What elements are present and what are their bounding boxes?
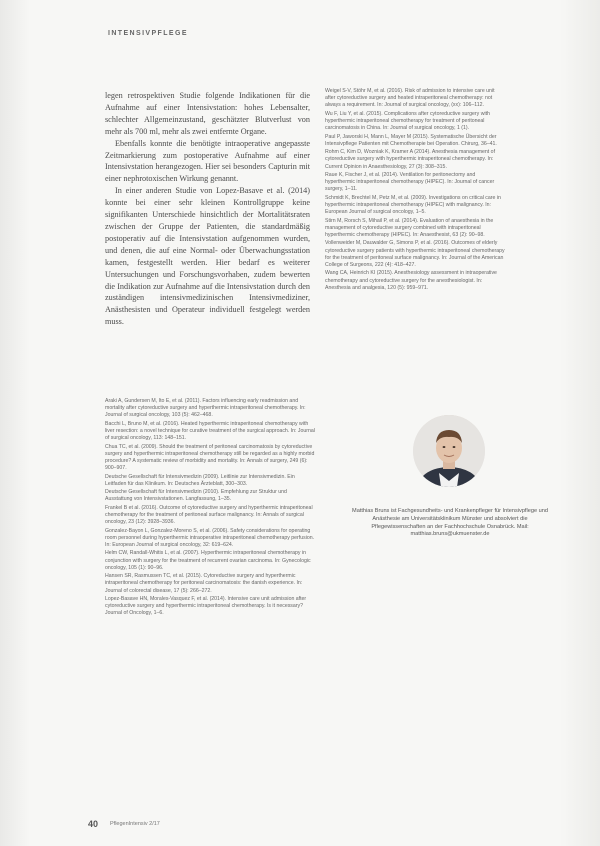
main-text-column [105, 90, 310, 328]
section-header: INTENSIVPFLEGE [108, 30, 188, 37]
author-bio: Matthias Bruns ist Fachgesundheits- und Krankenpfleger für Intensivpflege und Anästhesie am Universitätsklinikum Münster und absolviert die Pflegewissenschaften an der Fachhochschule Osnabrück. Mail: matthias.bruns@ukmuenster.de [352, 508, 548, 538]
paragraph: Ebenfalls konnte die benötigte intraoperative angepasste Zeitmarkierung zum postoperative Aufnahme auf einer Intensivstation herangezogen. Hier sei besonders Capturin mit einer nephrotoxischen Wirkung genannt. [105, 138, 310, 184]
reference-item: Araki A, Gundersen M, Ito E, et al. (2011). Factors influencing early readmission and mortality after cytoreductive surgery and hyperthermic intraperitoneal chemotherapy. In: Journal of surgical oncology, 103 (5): 462–468. [105, 398, 306, 419]
reference-item: Paul P, Jaworski H, Mann L, Mayer M (2015). Systematische Übersicht der Intensivpflege Patienten mit Chemotherapie bei Operation. Chirurg, 36–41. [325, 133, 497, 147]
references-left [105, 398, 315, 619]
reference-item: Weigel S-V, Stöhr M, et al. (2016). Risk of admission to intensive care unit after cytoreductive surgery and heated intraperitoneal chemotherapy: not always a requirement. In: Journal of surgical oncology, (xx): 106–112. [325, 88, 495, 109]
references-right [325, 88, 505, 293]
reference-item: Wu F, Liu Y, et al. (2015). Complications after cytoreductive surgery with hyperthermic intraperitoneal chemotherapy for treatment of peritoneal carcinomatosis in China. In: Journal of surgical oncology, 1 (1). [325, 110, 490, 132]
reference-item: Deutsche Gesellschaft für Intensivmedizin (2010). Empfehlung zur Struktur und Ausstattung von Intensivstationen. Langfassung, 1–35. [105, 489, 287, 503]
reference-item: Deutsche Gesellschaft für Intensivmedizin (2009). Leitlinie zur Intensivmedizin. Ein Leitfaden für das Klinikum. In: Deutsches Ärzteblatt, 300–303. [105, 473, 295, 487]
reference-item: Lopez-Basave HN, Morales-Vasquez F, et al. (2014). Intensive care unit admission after cytoreductive surgery and hyperthermic intraperitoneal chemotherapy. Is it necessary? Journal of Oncology, 1–6. [105, 595, 307, 617]
paragraph: In einer anderen Studie von Lopez-Basave et al. (2014) konnte bei einer sehr kleinen Kontrollgruppe keine signifikanten Unterschiede hinsichtlich der Mortalitätsraten zwischen der Gruppe der Patienten, die standardmäßig postoperativ auf die Intensivstation aufgenommen wurden, und denen, die auf eine Normal- oder Überwachungsstation kamen, festgestellt werden. Hier bedarf es weiterer Untersuchungen und Forschungsvorhaben, zudem bewerten die Indikation zur Aufnahme auf die Intensivstation durch den zuständigen intensivmedizinischen Intensivmediziner, Anästhesisten und Operateur individuell festgelegt werden muss. [105, 186, 310, 327]
page-number: 40 [88, 819, 99, 829]
reference-item: Frankel B et al. (2016). Outcome of cytoreductive surgery and hyperthermic intraperitoneal chemotherapy for the treatment of peritoneal surface malignancy. In: Annals of surgical oncology, 23 (12): 3928–3936. [105, 504, 313, 526]
magazine-name: PflegenIntensiv 2/17 [110, 821, 160, 827]
reference-item: Raue K, Fischer J, et al. (2014). Ventilation for peritonectomy and hyperthermic intraperitoneal chemotherapy (HIPEC). In: Journal of cancer surgery, 1–11. [325, 171, 495, 193]
paragraph: legen retrospektiven Studie folgende Indikationen für die Aufnahme auf einer Intensivstation: hohes Lebensalter, schlechter Allgemeinzustand, geschätzter Blutverlust von mehr als 700 ml, mehr als zwei entfernte Organe. [105, 91, 310, 136]
reference-item: Rohm C, Kim D, Wozniak K, Kramer A (2014). Anesthesia management of cytoreductive surgery with hyperthermic intraperitoneal chemotherapy. In: Current Opinion in Anaesthesiology, 27 (3): 308–315. [325, 149, 496, 170]
author-photo [413, 415, 485, 487]
reference-item: Stirn M, Rorsch S, Mihail P, et al. (2014). Evaluation of anaesthesia in the management of cytoreductive surgery combined with intraperitoneal hyperthermic chemotherapy (HIPEC). In: Anaesthesist, 63 (2): 90–98. [325, 217, 494, 238]
reference-item: Chua TC, et al. (2009). Should the treatment of peritoneal carcinomatosis by cytoreductive surgery and hyperthermic intraperitoneal chemotherapy still be regarded as a highly morbid procedure? A systematic review of morbidity and mortality. In: Annals of surgery, 249 (6): 900–907. [105, 443, 315, 472]
reference-item: Vollenweider M, Dauwalder G, Simons P, et al. (2016). Outcomes of elderly cytoreductive surgery patients with hyperthermic intraperitoneal chemotherapy for the treatment of peritoneal surface malignancy. In: Journal of the American College of Surgeons, 222 (4): 418–427. [325, 240, 505, 268]
reference-item: Bacchi L, Bruno M, et al. (2016). Heated hyperthermic intraperitoneal chemotherapy with liver resection: a novel technique for curative treatment of the surgical approach. In: Journal of surgical oncology, 113: 148–151. [105, 420, 315, 442]
reference-item: Gonzalez-Bayon L, Gonzalez-Moreno S, et al. (2006). Safety considerations for operating room personnel during hyperthermic intraoperative intraperitoneal chemotherapy perfusion. In: European Journal of surgical oncology, 32: 619–624. [105, 527, 315, 548]
reference-item: Helm CW, Randall-Whitis L, et al. (2007). Hyperthermic intraperitoneal chemotherapy in conjunction with surgery for the treatment of recurrent ovarian carcinoma. In: Gynecologic oncology, 105 (1): 90–96. [105, 550, 311, 571]
reference-item: Hansen SR, Rasmussen TC, et al. (2015). Cytoreductive surgery and hyperthermic intraperitoneal chemotherapy for peritoneal carcinomatosis: the danish experience. In: Journal of colorectal disease, 17 (5): 266–272. [105, 573, 303, 594]
reference-item: Wang CA, Heinrich KI (2015). Anesthesiology assessment in intraoperative chemotherapy and cytoreductive surgery for the anesthesiologist. In: Anesthesia and analgesia, 120 (5): 959–971. [325, 270, 497, 291]
reference-item: Schmidt K, Brechtel M, Petz M, et al. (2009). Investigations on critical care in hyperthermic intraperitoneal chemotherapy (HIPEC) with malignancy. In: European Journal of surgical oncology, 1–5. [325, 194, 501, 216]
